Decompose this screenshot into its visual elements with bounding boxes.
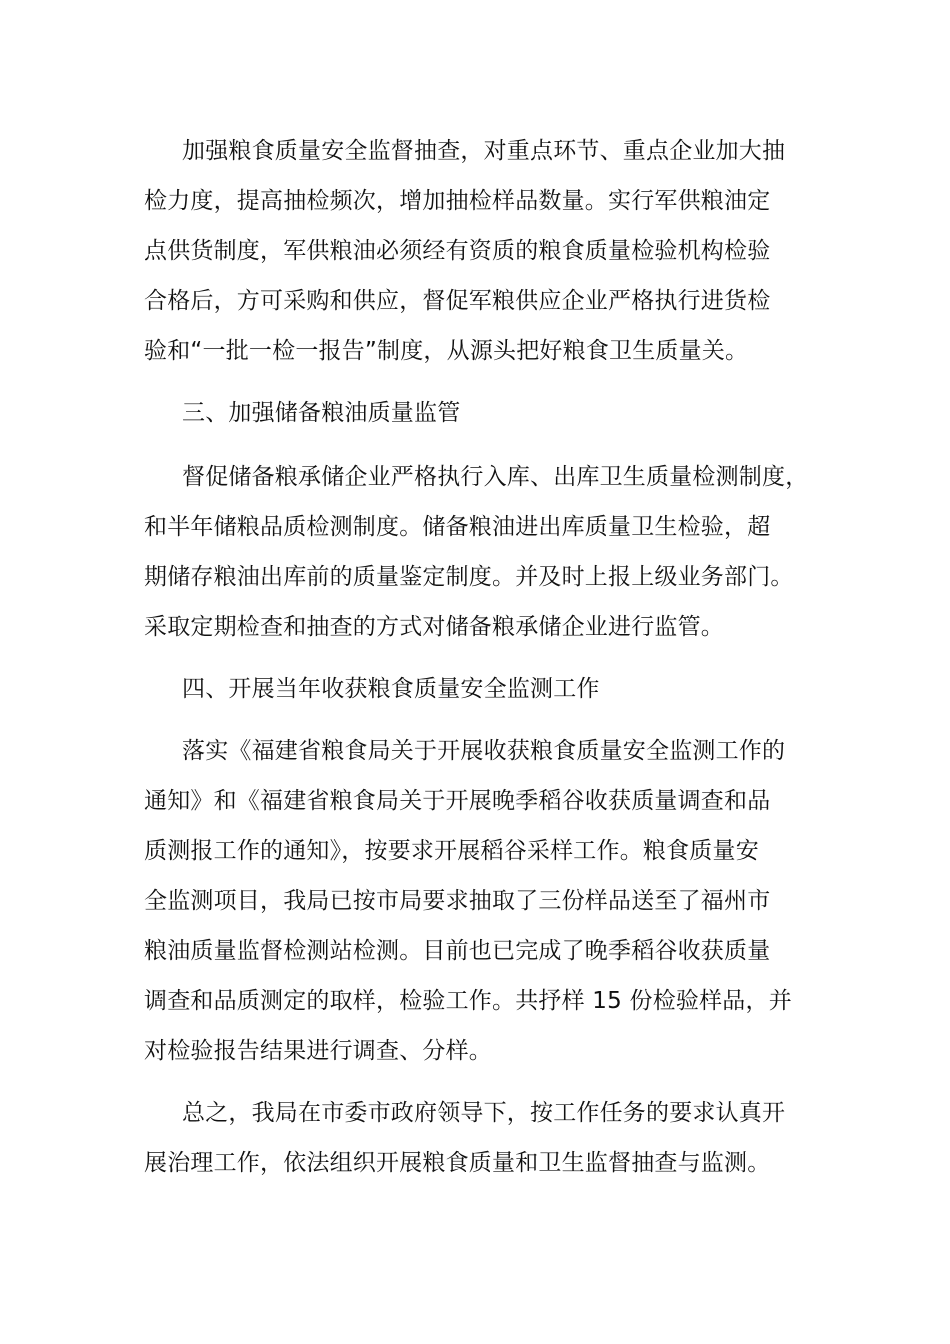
paragraph-3-line-5: 粮油质量监督检测站检测。目前也已完成了晚季稻谷收获质量 — [144, 938, 771, 964]
paragraph-3-line-3: 质测报工作的通知》，按要求开展稻谷采样工作。粮食质量安 — [144, 838, 759, 864]
section-heading-4: 四、开展当年收获粮食质量安全监测工作 — [182, 676, 600, 702]
paragraph-1-line-3: 点供货制度，军供粮油必须经有资质的粮食质量检验机构检验 — [144, 238, 771, 264]
paragraph-3-line-4: 全监测项目，我局已按市局要求抽取了三份样品送至了福州市 — [144, 888, 771, 914]
paragraph-3-line-1: 落实《福建省粮食局关于开展收获粮食质量安全监测工作的 — [182, 738, 786, 764]
paragraph-4-line-2: 展治理工作，依法组织开展粮食质量和卫生监督抽查与监测。 — [144, 1150, 771, 1176]
paragraph-3-line-6: 调查和品质测定的取样，检验工作。共抒样 15 份检验样品，并 — [144, 988, 792, 1014]
section-heading-3: 三、加强储备粮油质量监管 — [182, 400, 461, 426]
paragraph-1-line-4: 合格后，方可采购和供应，督促军粮供应企业严格执行进货检 — [144, 288, 771, 314]
paragraph-3-line-2: 通知》和《福建省粮食局关于开展晚季稻谷收获质量调查和品 — [144, 788, 771, 814]
paragraph-1-line-2: 检力度，提高抽检频次，增加抽检样品数量。实行军供粮油定 — [144, 188, 771, 214]
paragraph-1-line-1: 加强粮食质量安全监督抽查，对重点环节、重点企业加大抽 — [182, 138, 786, 164]
paragraph-4-line-1: 总之，我局在市委市政府领导下，按工作任务的要求认真开 — [182, 1100, 786, 1126]
paragraph-2-line-2: 和半年储粮品质检测制度。储备粮油进出库质量卫生检验，超 — [144, 514, 771, 540]
paragraph-3-line-7: 对检验报告结果进行调查、分样。 — [144, 1038, 492, 1064]
paragraph-1-line-5: 验和“一批一检一报告”制度，从源头把好粮食卫生质量关。 — [144, 338, 749, 364]
paragraph-2-line-4: 采取定期检查和抽查的方式对储备粮承储企业进行监管。 — [144, 614, 724, 640]
paragraph-2-line-1: 督促储备粮承储企业严格执行入库、出库卫生质量检测制度， — [182, 464, 809, 490]
paragraph-2-line-3: 期储存粮油出库前的质量鉴定制度。并及时上报上级业务部门。 — [144, 564, 794, 590]
